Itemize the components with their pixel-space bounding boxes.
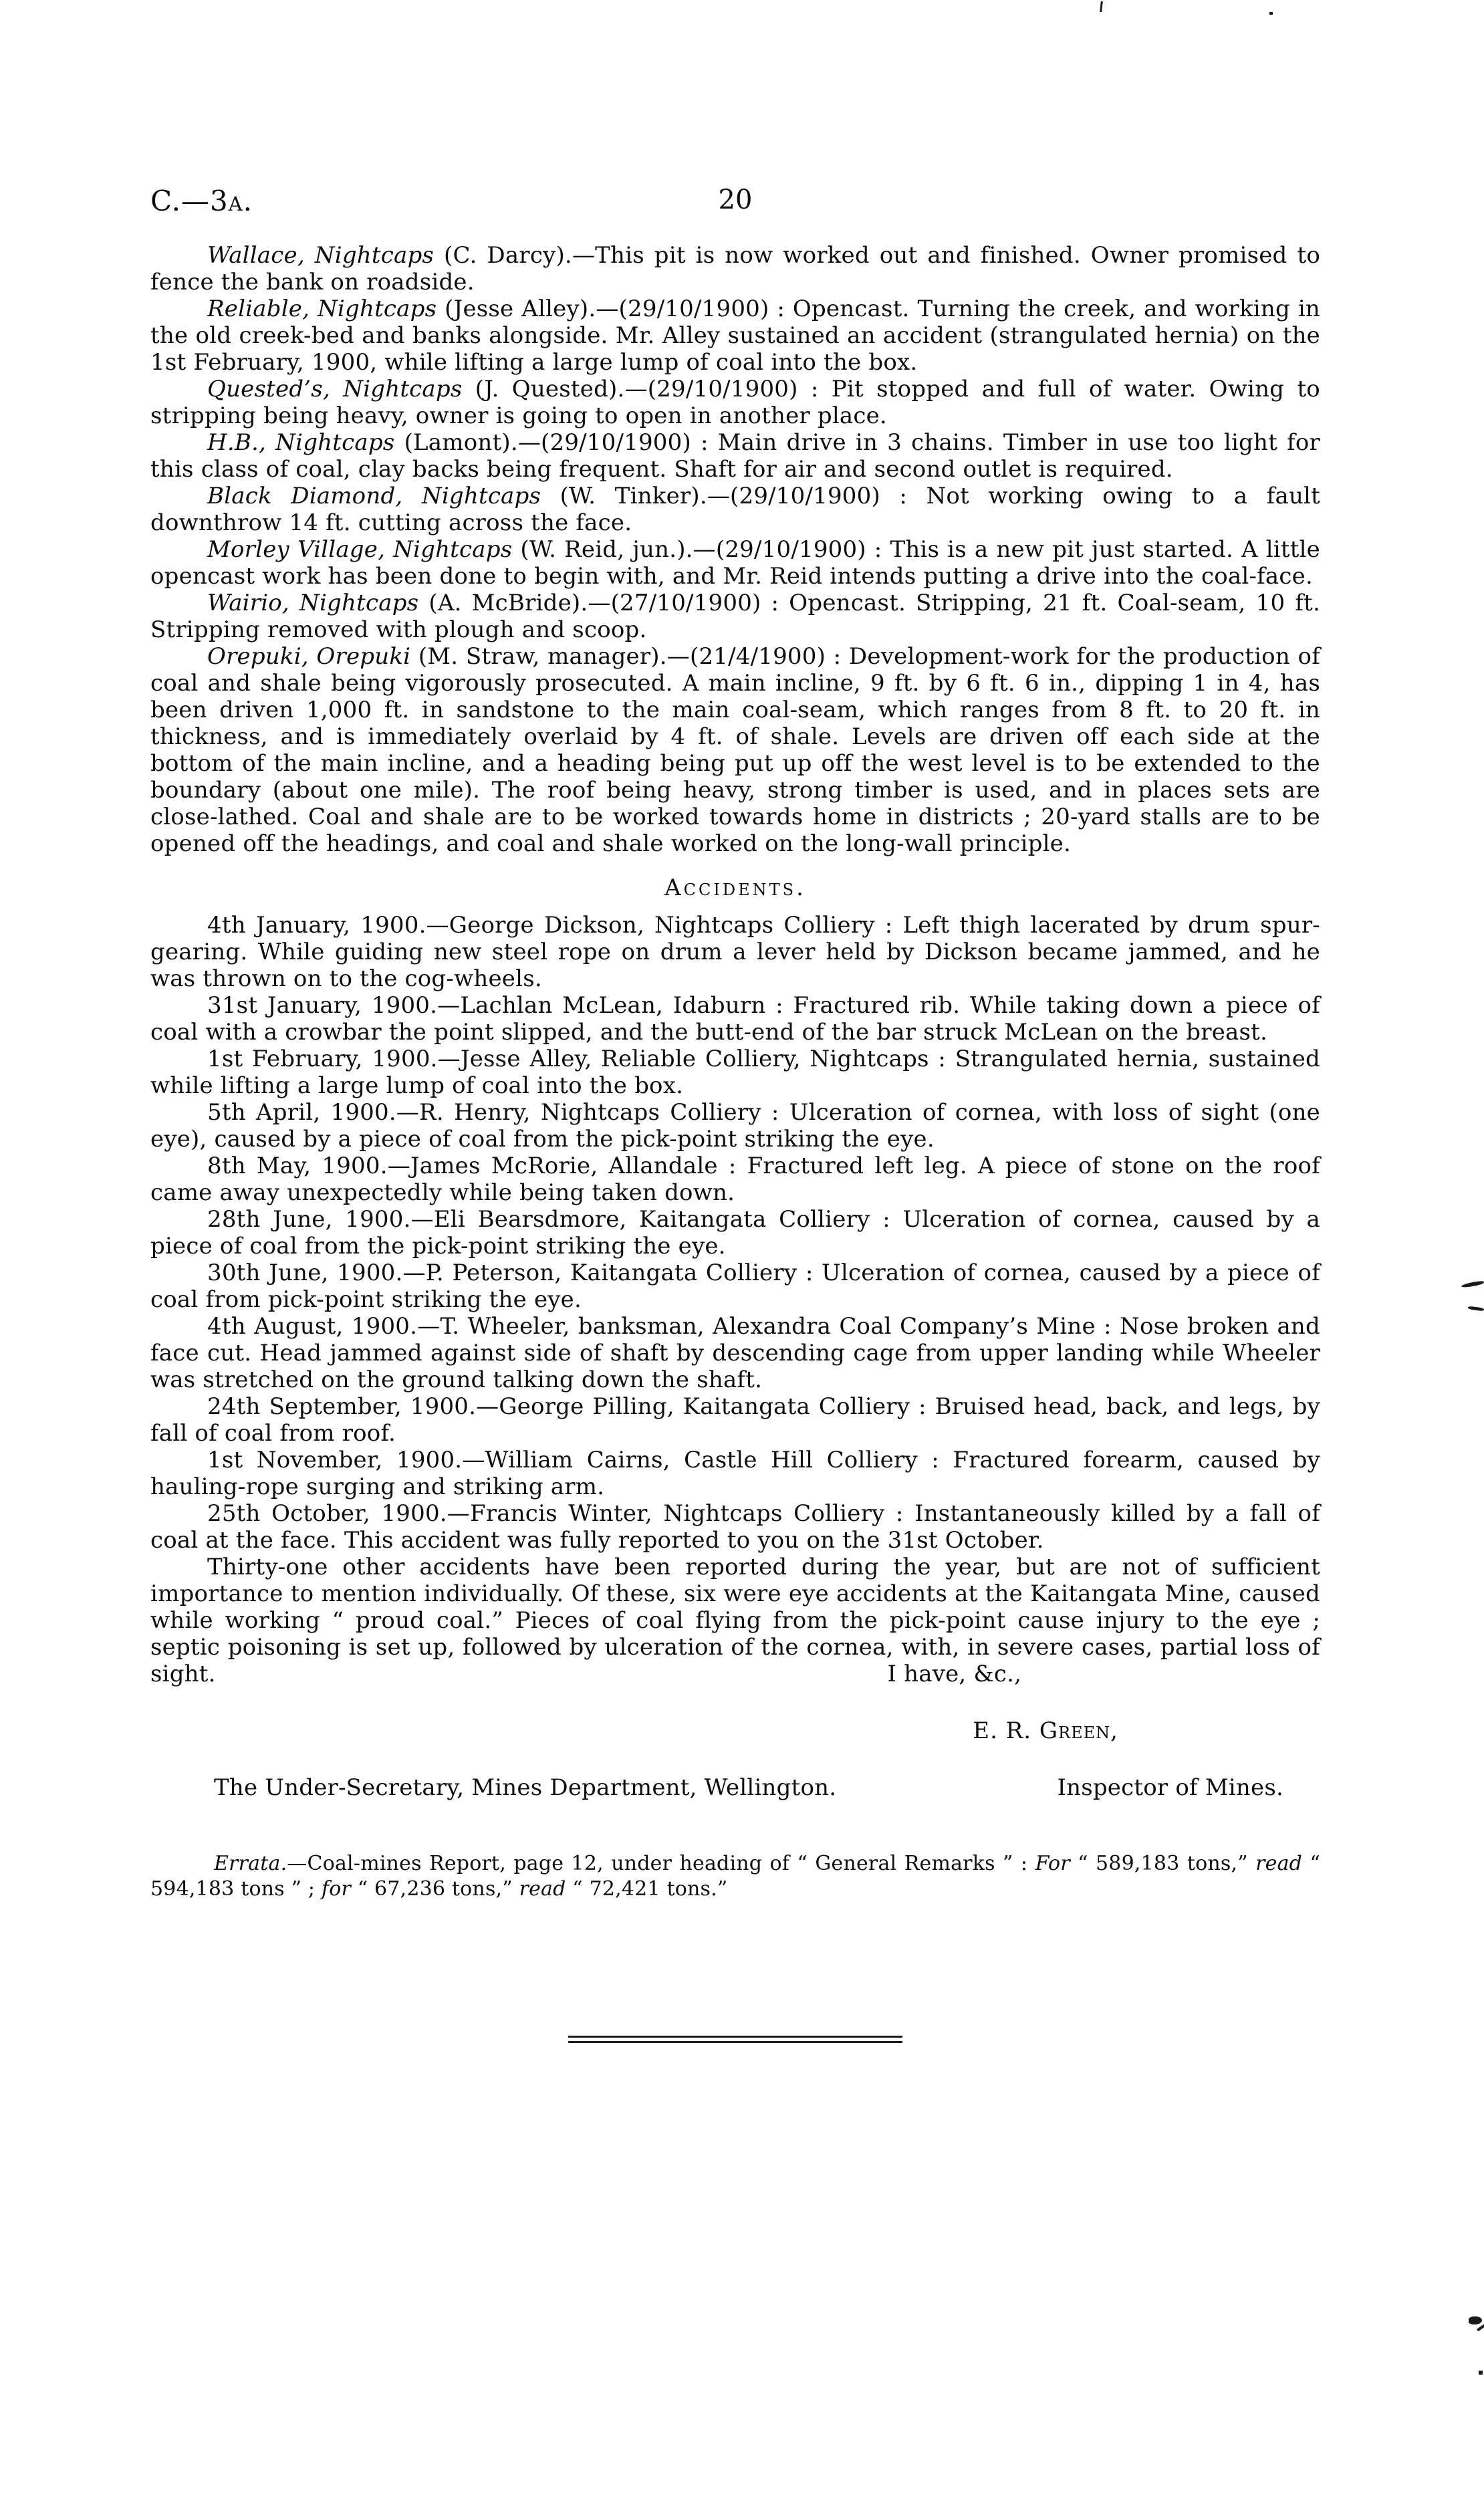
body-text-run: (Lamont).—(29/10/1900) : Main drive in 3 chains. Timber in use too light for this class of coal, clay backs being frequent. Shaft for air and second outlet is required. [150,429,1320,483]
errata-section [150,1851,1320,1902]
italic-text: read [1255,1852,1303,1875]
addressee-row [150,1774,1320,1801]
accident-entry [150,1153,1320,1206]
scan-artifact [1269,12,1273,15]
body-text-run: 4th August, 1900.—T. Wheeler, banksman, Alexandra Coal Company’s Mine : Nose broken and face cut. Head jammed against side of shaft by descending cage from upper landing while Wheeler was stretched on the ground talking down the shaft. [150,1313,1320,1393]
body-text-run: 24th September, 1900.—George Pilling, Kaitangata Colliery : Bruised head, back, and legs, by fall of coal from roof. [150,1393,1320,1447]
accident-entry [150,1260,1320,1313]
italic-text: Errata. [214,1852,287,1875]
body-text-run: 5th April, 1900.—R. Henry, Nightcaps Colliery : Ulceration of cornea, with loss of sight (one eye), caused by a piece of coal from the pick-point striking the eye. [150,1099,1320,1153]
body-text-run: 1st November, 1900.—William Cairns, Castle Hill Colliery : Fractured forearm, caused by hauling-rope surging and striking arm. [150,1447,1320,1500]
italic-text: Orepuki, Orepuki [207,643,411,670]
report-body [150,242,1320,2043]
italic-text: read [519,1877,566,1901]
errata-note [150,1851,1320,1902]
mine-report-paragraph [150,590,1320,643]
signature-name: E. R. Green, [973,1717,1118,1744]
body-text-run: (W. Tinker).—(29/10/1900) : Not working owing to a fault downthrow 14 ft. cutting across the face. [150,483,1320,536]
scan-artifact [1479,2371,1483,2375]
page-header [150,185,1320,222]
italic-text: H.B., Nightcaps [207,429,395,456]
body-text-run: (J. Quested).—(29/10/1900) : Pit stopped and full of water. Owing to stripping being heavy, owner is going to open in another place. [150,376,1320,429]
italic-text: Morley Village, Nightcaps [207,536,513,563]
accident-entry [150,1099,1320,1153]
accident-entry [150,1500,1320,1554]
body-text-run: 25th October, 1900.—Francis Winter, Nightcaps Colliery : Instantaneously killed by a fall of coal at the face. This accident was fully reported to you on the 31st October. [150,1500,1320,1554]
body-text-run: “ 589,183 tons,” [1070,1852,1256,1875]
italic-text: Black Diamond, Nightcaps [207,483,541,509]
accidents-section [150,912,1320,1687]
page-number: 20 [718,185,753,215]
italic-text: for [321,1877,351,1901]
scan-artifact [1469,2316,1482,2324]
accident-entry [150,1206,1320,1260]
signature-title: Inspector of Mines. [1057,1774,1283,1801]
body-text-run: 28th June, 1900.—Eli Bearsdmore, Kaitangata Colliery : Ulceration of cornea, caused by a piece of coal from the pick-point striking the eye. [150,1206,1320,1260]
body-text-run: —Coal-mines Report, page 12, under heading of “ General Remarks ” : [287,1852,1035,1875]
mine-report-paragraph [150,536,1320,590]
body-text-run: “ 67,236 tons,” [351,1877,519,1901]
body-text-run: (Jesse Alley).—(29/10/1900) : Opencast. Turning the creek, and working in the old creek-bed and banks alongside. Mr. Alley sustained an accident (strangulated hernia) on the 1st February, 1900, while lifting a large lump of coal into the box. [150,295,1320,376]
body-text-run: 8th May, 1900.—James McRorie, Allandale : Fractured left leg. A piece of stone on the roof came away unexpectedly while being taken down. [150,1153,1320,1206]
body-text-run: (M. Straw, manager).—(21/4/1900) : Development-work for the production of coal and shale being vigorously prosecuted. A main incline, 9 ft. by 6 ft. 6 in., dipping 1 in 4, has been driven 1,000 ft. in sandstone to the main coal-seam, which ranges from 8 ft. to 20 ft. in thickness, and is immediately overlaid by 4 ft. of shale. Levels are driven off each side at the bottom of the main incline, and a heading being put up off the west level is to be extended to the boundary (about one mile). The roof being heavy, strong timber is used, and in places sets are close-lathed. Coal and shale are to be worked towards home in districts ; 20-yard stalls are to be opened off the headings, and coal and shale worked on the long-wall principle. [150,643,1320,857]
body-text-run: 4th January, 1900.—George Dickson, Nightcaps Colliery : Left thigh lacerated by drum spur-gearing. While guiding new steel rope on drum a lever held by Dickson became jammed, and he was thrown on to the cog-wheels. [150,912,1320,992]
body-text-run: (C. Darcy).—This pit is now worked out and finished. Owner promised to fence the bank on roadside. [150,242,1320,295]
accident-entry [150,912,1320,992]
italic-text: Wairio, Nightcaps [207,590,419,616]
doc-reference: C.—3a. [150,185,253,217]
body-text-run: 30th June, 1900.—P. Peterson, Kaitangata Colliery : Ulceration of cornea, caused by a piece of coal from pick-point striking the eye. [150,1260,1320,1313]
scan-artifact [1477,2324,1484,2332]
addressee: The Under-Secretary, Mines Department, Wellington. [214,1774,837,1801]
mine-report-paragraph [150,242,1320,295]
body-text-run: Thirty-one other accidents have been reported during the year, but are not of sufficient importance to mention individually. Of these, six were eye accidents at the Kaitangata Mine, caused while working “ proud coal.” Pieces of coal flying from the pick-point cause injury to the eye ; septic poisoning is set up, followed by ulceration of the cornea, with, in severe cases, partial loss of sight. [150,1554,1320,1687]
italic-text: For [1035,1852,1070,1875]
italic-text: Reliable, Nightcaps [207,295,437,322]
mine-report-paragraph [150,643,1320,857]
mine-report-paragraph [150,483,1320,536]
accident-entry [150,992,1320,1046]
accident-entry [150,1447,1320,1500]
accident-entry [150,1313,1320,1393]
accident-entry [150,1393,1320,1447]
accident-entry [150,1046,1320,1099]
body-text-run: “ 72,421 tons.” [566,1877,728,1901]
body-text-run: 1st February, 1900.—Jesse Alley, Reliable Colliery, Nightcaps : Strangulated hernia, sustained while lifting a large lump of coal into the box. [150,1046,1320,1099]
mine-report-paragraph [150,295,1320,376]
body-text-run: (A. McBride).—(27/10/1900) : Opencast. Stripping, 21 ft. Coal-seam, 10 ft. Stripping removed with plough and scoop. [150,590,1320,643]
mine-report-paragraph [150,376,1320,429]
accidents-heading: Accidents. [664,874,806,901]
body-text-run: “ 594,183 tons ” ; [150,1852,1320,1901]
italic-text: Quested’s, Nightcaps [207,376,463,402]
body-text-run: 31st January, 1900.—Lachlan McLean, Idaburn : Fractured rib. While taking down a piece of coal with a crowbar the point slipped, and the butt-end of the bar struck McLean on the breast. [150,992,1320,1046]
mine-reports-section [150,242,1320,857]
body-text-run: (W. Reid, jun.).—(29/10/1900) : This is a new pit just started. A little opencast work has been done to begin with, and Mr. Reid intends putting a drive into the coal-face. [150,536,1321,590]
end-rule [568,2036,902,2043]
italic-text: Wallace, Nightcaps [207,242,435,269]
complimentary-close: I have, &c., [887,1661,1022,1687]
mine-report-paragraph [150,429,1320,483]
